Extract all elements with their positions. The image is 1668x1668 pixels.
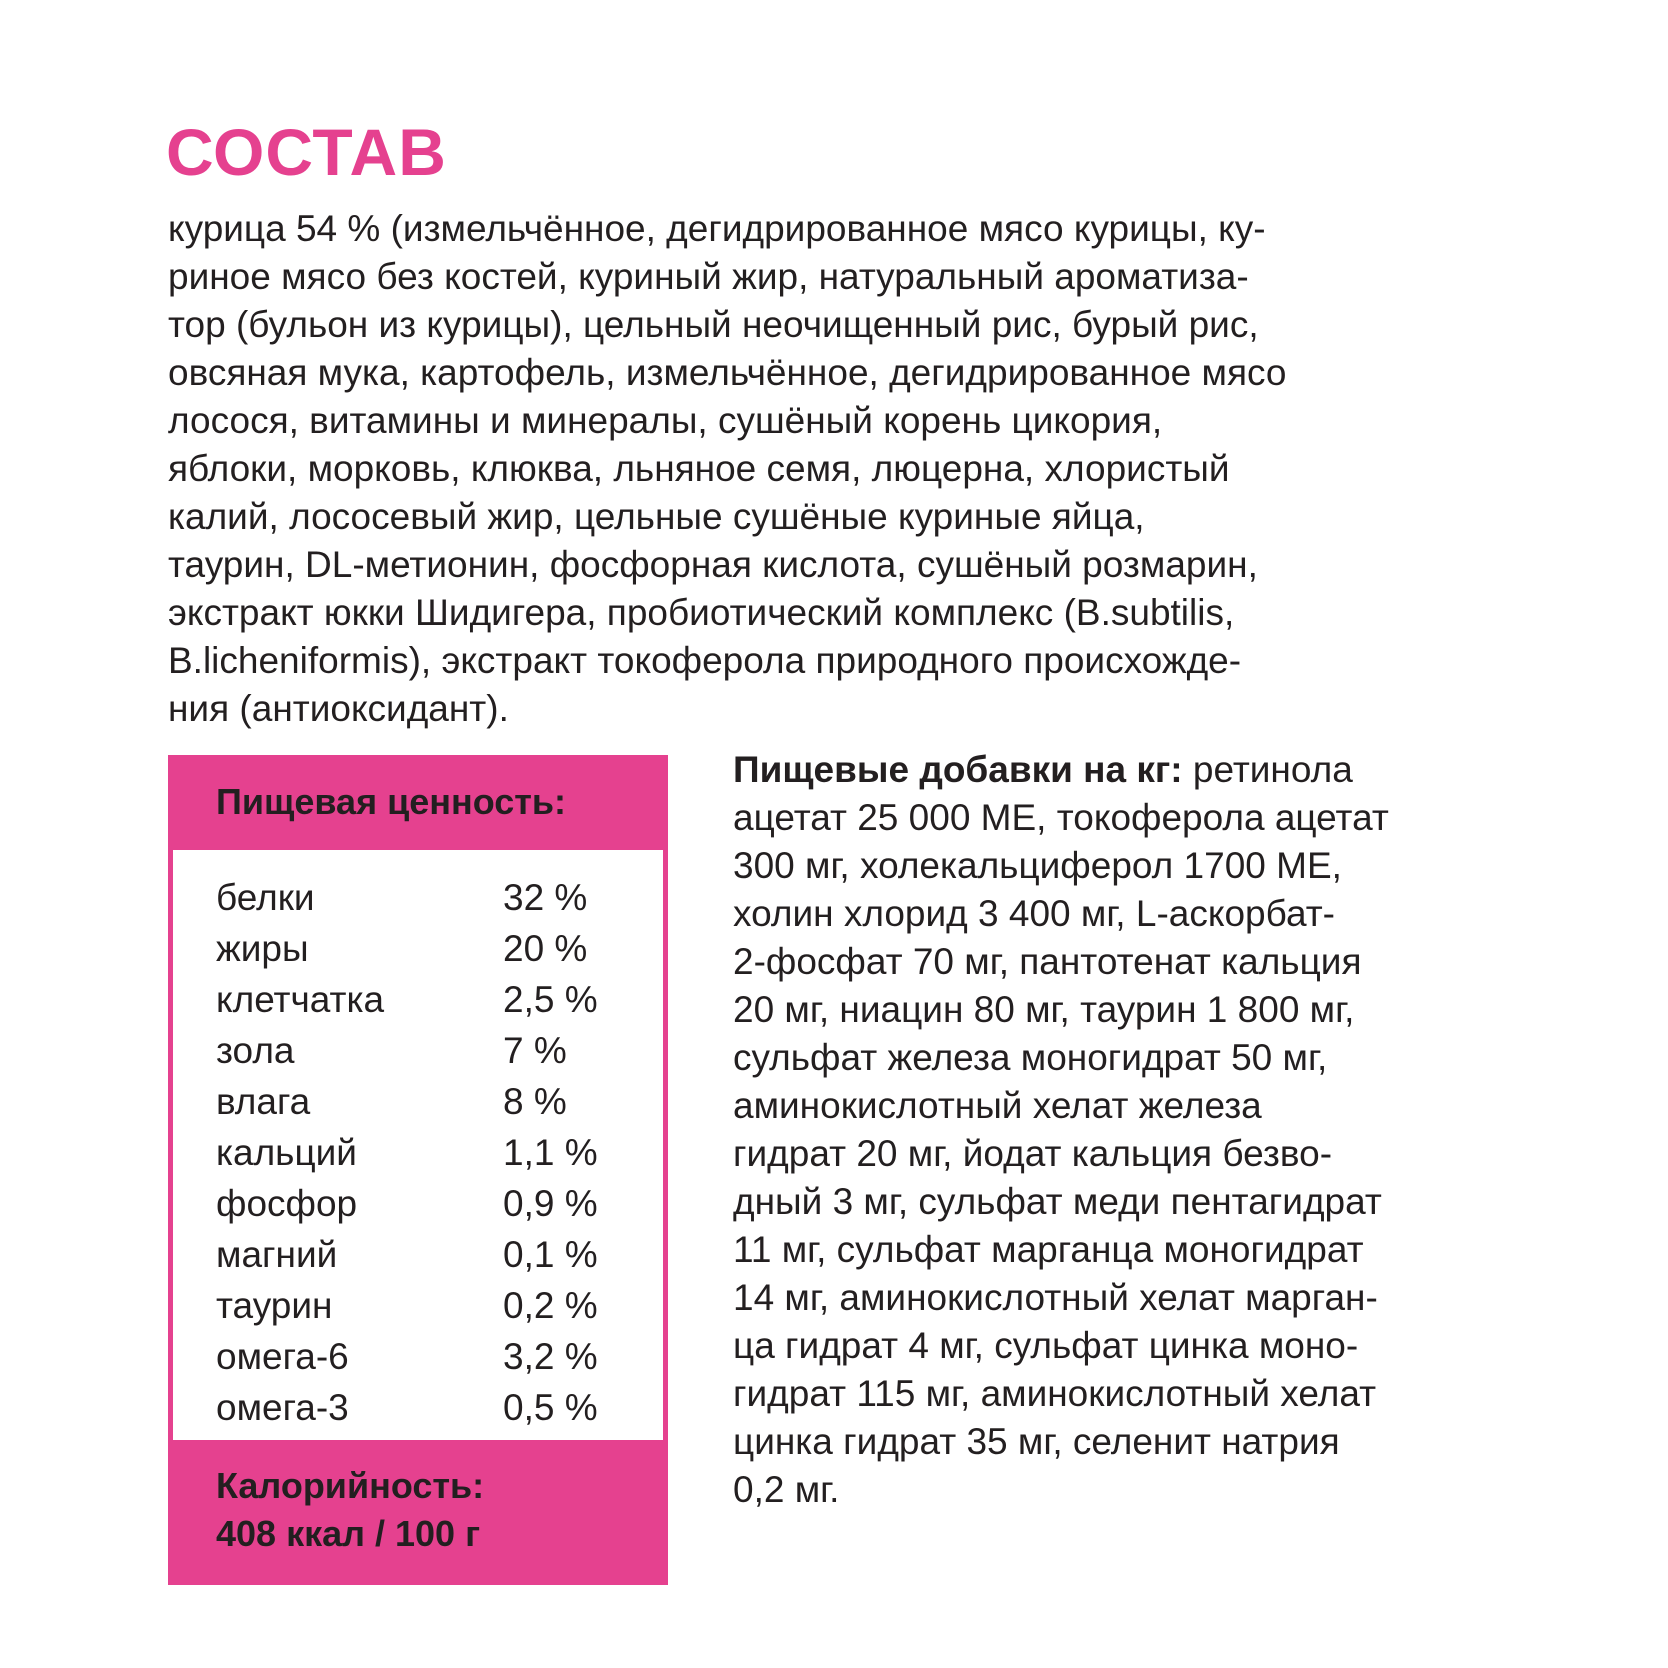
- additives-line: холин хлорид 3 400 мг, L-аскорбат-: [733, 893, 1335, 934]
- nutrient-name: влага: [216, 1081, 311, 1122]
- calories-value: 408 ккал / 100 г: [216, 1513, 481, 1554]
- nutrient-name: омега-6: [216, 1336, 349, 1377]
- nutrition-row: [216, 872, 663, 923]
- composition-line: экстракт юкки Шидигера, пробиотический комплекс (B.subtilis,: [168, 592, 1235, 633]
- nutrition-row: [216, 923, 663, 974]
- nutrition-row: [216, 1331, 663, 1382]
- additives-text: [733, 746, 1553, 1514]
- nutrient-name: жиры: [216, 928, 309, 969]
- nutrition-row: [216, 1127, 663, 1178]
- nutrient-value: 0,5 %: [503, 1387, 598, 1428]
- additives-line: ретинола: [1182, 749, 1353, 790]
- composition-line: яблоки, морковь, клюква, льняное семя, люцерна, хлористый: [168, 448, 1230, 489]
- nutrition-row: [216, 1025, 663, 1076]
- nutrient-value: 2,5 %: [503, 979, 598, 1020]
- composition-line: лосося, витамины и минералы, сушёный корень цикория,: [168, 400, 1163, 441]
- nutrition-row: [216, 974, 663, 1025]
- nutrition-header: Пищевая ценность:: [173, 760, 663, 850]
- composition-text: [168, 205, 1548, 733]
- additives-line: сульфат железа моногидрат 50 мг,: [733, 1037, 1328, 1078]
- nutrient-name: белки: [216, 877, 315, 918]
- nutrient-name: таурин: [216, 1285, 333, 1326]
- additives-line: ацетат 25 000 МЕ, токоферола ацетат: [733, 797, 1389, 838]
- nutrient-name: магний: [216, 1234, 338, 1275]
- nutrition-table: [168, 755, 668, 1585]
- additives-heading: Пищевые добавки на кг:: [733, 749, 1183, 790]
- nutrient-value: 7 %: [503, 1030, 567, 1071]
- additives-line: дный 3 мг, сульфат меди пентагидрат: [733, 1181, 1382, 1222]
- calories-label: Калорийность:: [216, 1465, 485, 1506]
- additives-line: ца гидрат 4 мг, сульфат цинка моно-: [733, 1325, 1359, 1366]
- nutrient-value: 8 %: [503, 1081, 567, 1122]
- nutrition-row: [216, 1178, 663, 1229]
- nutrient-value: 20 %: [503, 928, 588, 969]
- composition-line: B.licheniformis), экстракт токоферола природного происхожде-: [168, 640, 1242, 681]
- additives-line: 14 мг, аминокислотный хелат марган-: [733, 1277, 1378, 1318]
- nutrient-value: 0,1 %: [503, 1234, 598, 1275]
- additives-line: 300 мг, холекальциферол 1700 МЕ,: [733, 845, 1342, 886]
- nutrient-name: клетчатка: [216, 979, 385, 1020]
- nutrient-name: омега-3: [216, 1387, 349, 1428]
- nutrition-row: [216, 1280, 663, 1331]
- additives-line: 11 мг, сульфат марганца моногидрат: [733, 1229, 1364, 1270]
- nutrition-row: [216, 1076, 663, 1127]
- nutrient-value: 32 %: [503, 877, 588, 918]
- additives-line: гидрат 115 мг, аминокислотный хелат: [733, 1373, 1377, 1414]
- nutrient-value: 1,1 %: [503, 1132, 598, 1173]
- additives-line: 2-фосфат 70 мг, пантотенат кальция: [733, 941, 1362, 982]
- nutrition-row: [216, 1382, 663, 1433]
- composition-line: риное мясо без костей, куриный жир, натуральный ароматиза-: [168, 256, 1249, 297]
- composition-line: овсяная мука, картофель, измельчённое, дегидрированное мясо: [168, 352, 1287, 393]
- additives-line: аминокислотный хелат железа: [733, 1085, 1262, 1126]
- additives-line: цинка гидрат 35 мг, селенит натрия: [733, 1421, 1340, 1462]
- composition-line: курица 54 % (измельчённое, дегидрированное мясо курицы, ку-: [168, 208, 1266, 249]
- nutrient-value: 3,2 %: [503, 1336, 598, 1377]
- composition-line: ния (антиоксидант).: [168, 688, 509, 729]
- additives-line: 0,2 мг.: [733, 1469, 840, 1510]
- additives-line: гидрат 20 мг, йодат кальция безво-: [733, 1133, 1333, 1174]
- page-title: СОСТАВ: [166, 115, 447, 189]
- calories-block: [173, 1440, 663, 1580]
- nutrient-value: 0,2 %: [503, 1285, 598, 1326]
- nutrient-value: 0,9 %: [503, 1183, 598, 1224]
- nutrient-name: кальций: [216, 1132, 357, 1173]
- composition-line: калий, лососевый жир, цельные сушёные куриные яйца,: [168, 496, 1145, 537]
- nutrient-name: зола: [216, 1030, 295, 1071]
- nutrition-list: [173, 850, 663, 1433]
- nutrient-name: фосфор: [216, 1183, 358, 1224]
- composition-line: тор (бульон из курицы), цельный неочищенный рис, бурый рис,: [168, 304, 1259, 345]
- additives-line: 20 мг, ниацин 80 мг, таурин 1 800 мг,: [733, 989, 1355, 1030]
- nutrition-row: [216, 1229, 663, 1280]
- composition-line: таурин, DL-метионин, фосфорная кислота, сушёный розмарин,: [168, 544, 1258, 585]
